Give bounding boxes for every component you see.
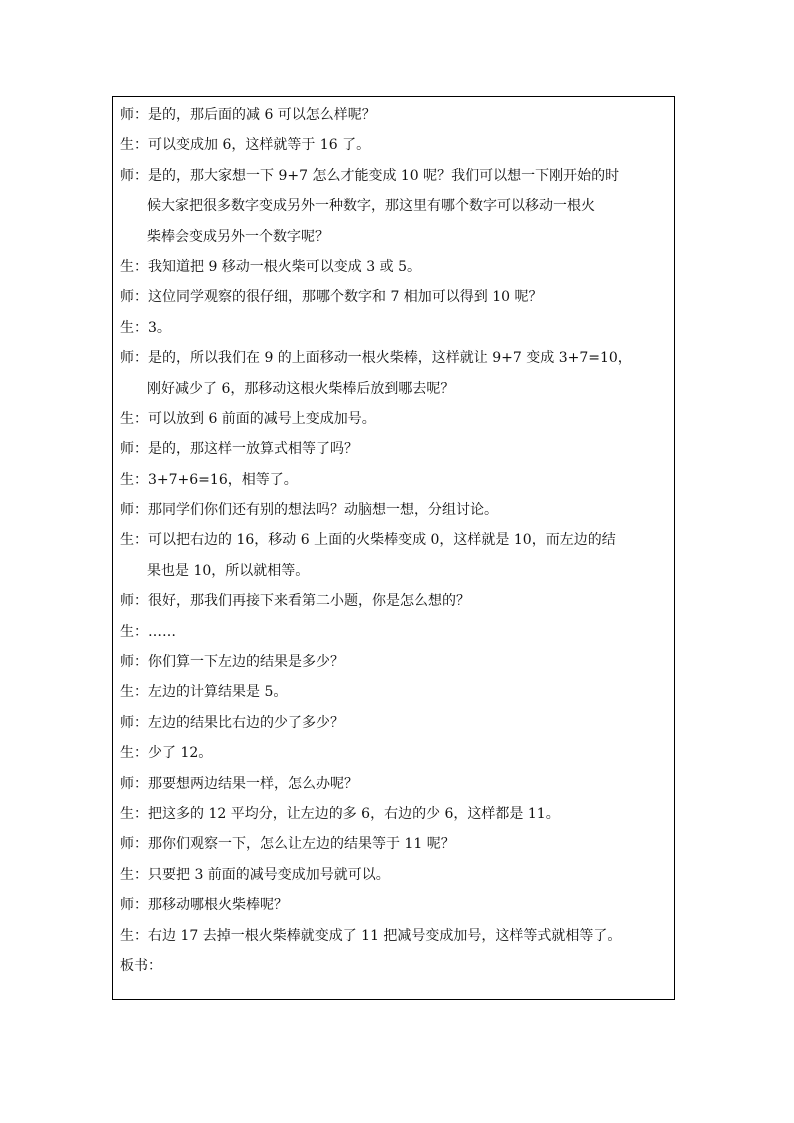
dialogue-line: 生：右边 17 去掉一根火柴棒就变成了 11 把减号变成加号，这样等式就相等了。 <box>120 927 622 944</box>
dialogue-line: 生：左边的计算结果是 5。 <box>120 684 288 701</box>
dialogue-line: 师：是的，那这样一放算式相等了吗？ <box>120 441 358 458</box>
dialogue-line: 师：是的，那大家想一下 9+7 怎么才能变成 10 呢？我们可以想一下刚开始的时 <box>120 167 620 184</box>
dialogue-line: 师：那你们观察一下，怎么让左边的结果等于 11 呢？ <box>120 836 455 853</box>
dialogue-line: 生：可以变成加 6，这样就等于 16 了。 <box>120 137 371 154</box>
dialogue-line: 生：3+7+6=16，相等了。 <box>120 471 298 488</box>
transcript-box <box>112 96 675 1000</box>
dialogue-line: 生：…… <box>120 623 176 640</box>
dialogue-line: 生：3。 <box>120 319 171 336</box>
dialogue-line: 师：那要想两边结果一样，怎么办呢？ <box>120 775 358 792</box>
dialogue-line: 生：可以放到 6 前面的减号上变成加号。 <box>120 410 376 427</box>
dialogue-line: 生：把这多的 12 平均分，让左边的多 6，右边的少 6，这样都是 11。 <box>120 805 560 822</box>
dialogue-line: 生：只要把 3 前面的减号变成加号就可以。 <box>120 866 390 883</box>
dialogue-continuation: 候大家把很多数字变成另外一种数字，那这里有哪个数字可以移动一根火 <box>147 198 595 215</box>
dialogue-continuation: 柴棒会变成另外一个数字呢？ <box>147 228 329 245</box>
dialogue-line: 生：可以把右边的 16，移动 6 上面的火柴棒变成 0，这样就是 10，而左边的结 <box>120 532 616 549</box>
dialogue-line: 生：我知道把 9 移动一根火柴可以变成 3 或 5。 <box>120 258 421 275</box>
transcript-lines <box>113 100 674 981</box>
dialogue-line: 板书： <box>120 957 162 974</box>
dialogue-line: 师：很好，那我们再接下来看第二小题，你是怎么想的？ <box>120 593 470 610</box>
dialogue-line: 师：那同学们你们还有别的想法吗？动脑想一想，分组讨论。 <box>120 502 498 519</box>
dialogue-line: 师：左边的结果比右边的少了多少？ <box>120 714 344 731</box>
dialogue-line: 师：是的，所以我们在 9 的上面移动一根火柴棒，这样就让 9+7 变成 3+7=10， <box>120 350 632 367</box>
dialogue-line: 师：你们算一下左边的结果是多少？ <box>120 654 344 671</box>
dialogue-line: 师：那移动哪根火柴棒呢？ <box>120 897 288 914</box>
dialogue-line: 师：这位同学观察的很仔细，那哪个数字和 7 相加可以得到 10 呢？ <box>120 289 543 306</box>
dialogue-line: 师：是的，那后面的减 6 可以怎么样呢？ <box>120 107 376 123</box>
dialogue-continuation: 刚好减少了 6，那移动这根火柴棒后放到哪去呢？ <box>147 380 455 397</box>
dialogue-line: 生：少了 12。 <box>120 745 213 762</box>
dialogue-continuation: 果也是 10，所以就相等。 <box>147 562 310 579</box>
